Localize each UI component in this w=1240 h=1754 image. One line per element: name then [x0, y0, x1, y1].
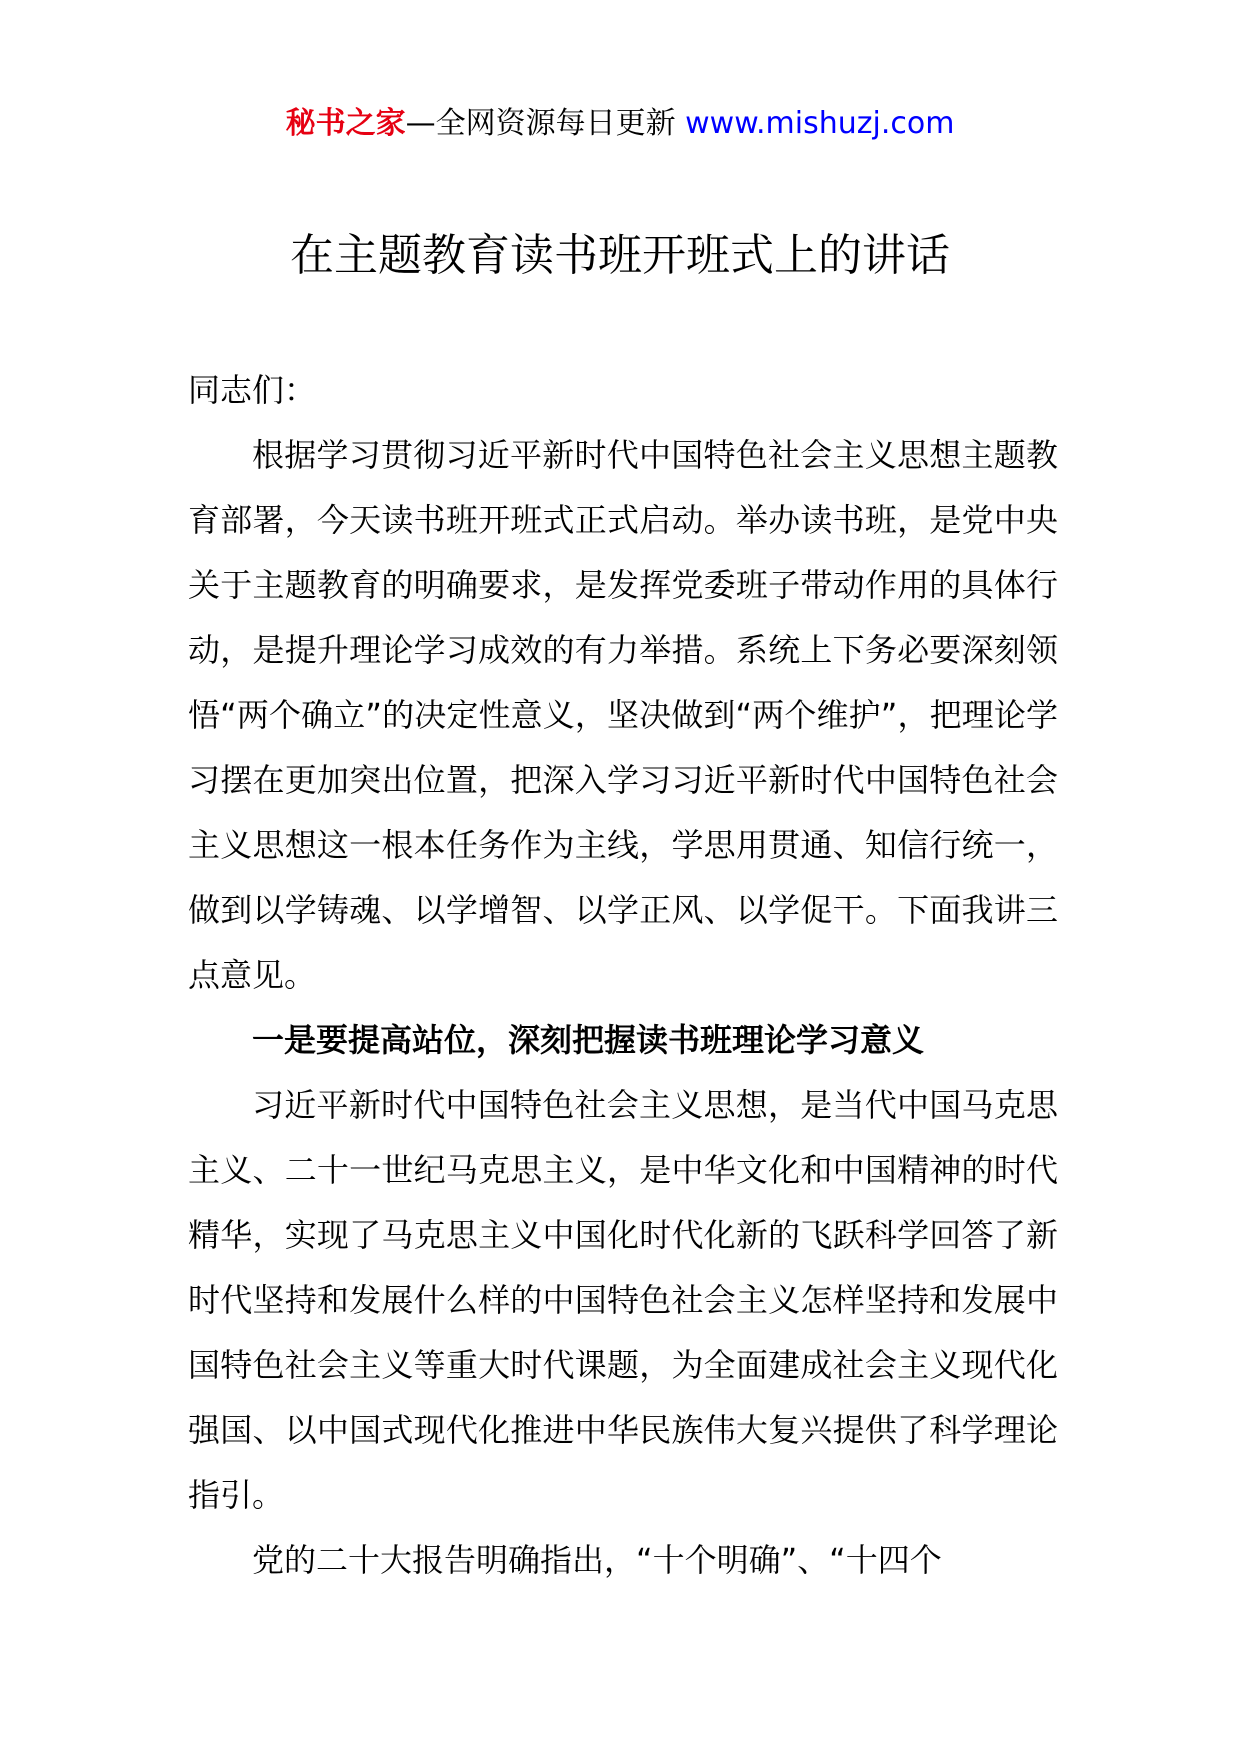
document-title: 在主题教育读书班开班式上的讲话 — [290, 230, 950, 281]
greeting: 同志们： — [188, 371, 317, 409]
paragraph-intro: 根据学习贯彻习近平新时代中国特色社会主义思想主题教育部署，今天读书班开班式正式启动。举办读书班，是党中央关于主题教育的明确要求，是发挥党委班子带动作用的具体行动，是提升理论学习成效的有力举措。系统上下务必要深刻领悟“两个确立”的决定性意义，坚决做到“两个维护”，把理论学习摆在更加突出位置，把深入学习习近平新时代中国特色社会主义思想这一根本任务作为主线，学思用贯通、知信行统一，做到以学铸魂、以学增智、以学正风、以学促干。下面我讲三点意见。 — [188, 436, 1058, 994]
site-url-link[interactable]: www.mishuzj.com — [685, 106, 955, 141]
paragraph-report: 党的二十大报告明确指出，“十个明确”、“十四个 — [252, 1541, 942, 1579]
paragraph-thought: 习近平新时代中国特色社会主义思想，是当代中国马克思主义、二十一世纪马克思主义，是中华文化和中国精神的时代精华，实现了马克思主义中国化时代化新的飞跃科学回答了新时代坚持和发展什么样的中国特色社会主义怎样坚持和发展中国特色社会主义等重大时代课题，为全面建成社会主义现代化强国、以中国式现代化推进中华民族伟大复兴提供了科学理论指引。 — [188, 1086, 1058, 1514]
section-heading-1: 一是要提高站位，深刻把握读书班理论学习意义 — [252, 1021, 925, 1059]
document-body — [188, 358, 1058, 1593]
site-brand: 秘书之家 — [285, 106, 406, 141]
site-header — [0, 100, 1240, 148]
site-tagline: —全网资源每日更新 — [405, 106, 686, 141]
